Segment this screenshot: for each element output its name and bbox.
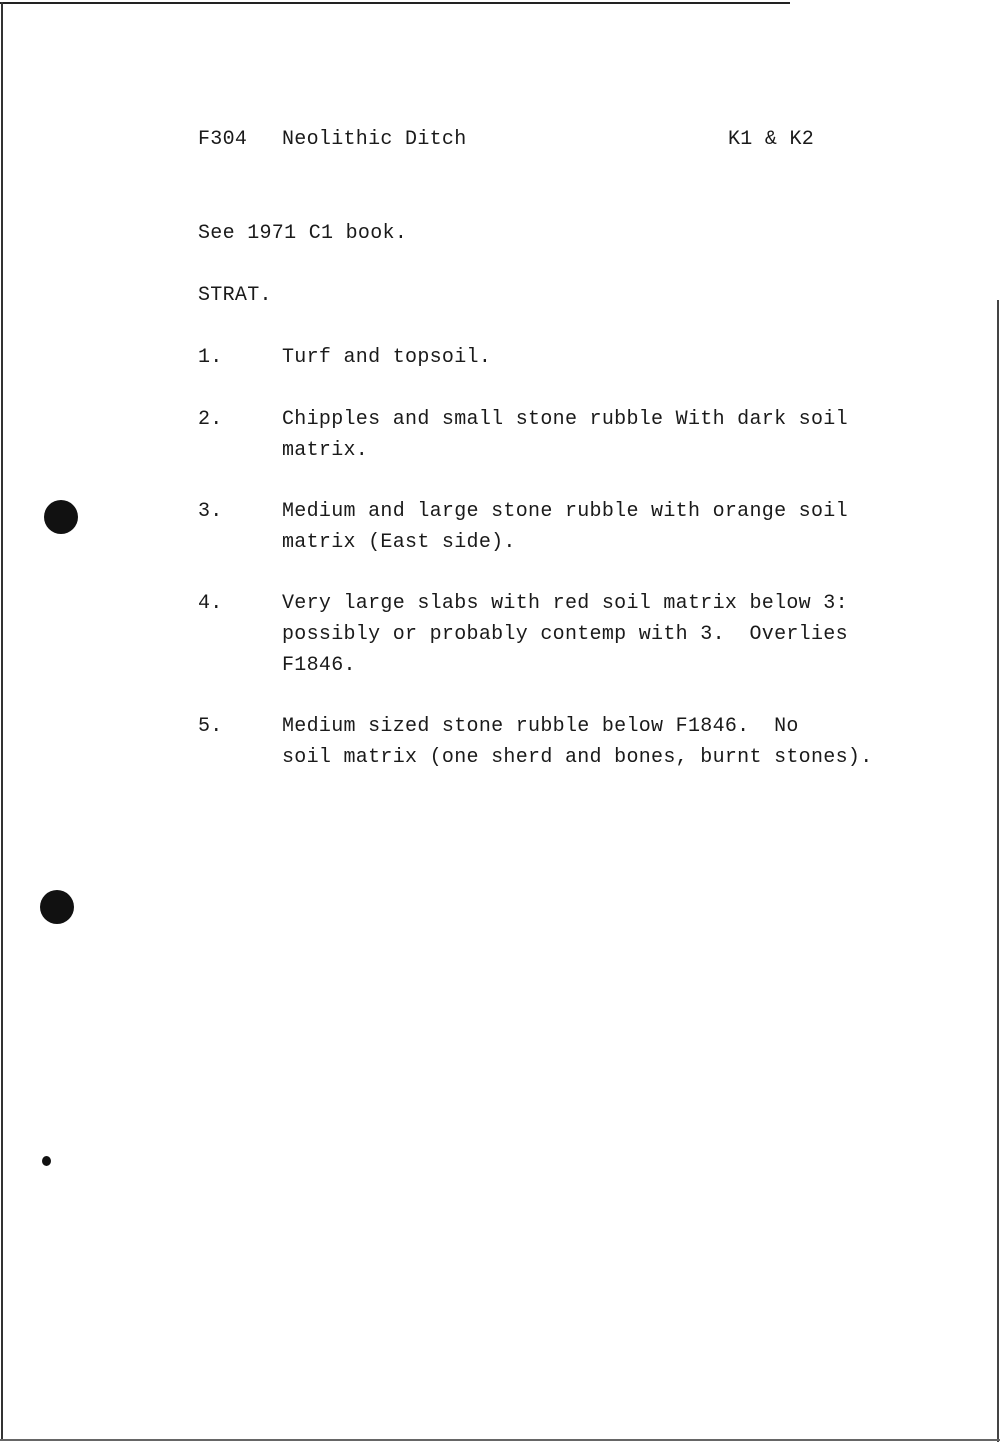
paper-edge-left bbox=[1, 2, 3, 1440]
paper-edge-top bbox=[0, 2, 790, 4]
layer-description-line: Medium sized stone rubble below F1846. No bbox=[282, 715, 799, 738]
layer-description-line: matrix (East side). bbox=[282, 531, 516, 554]
layer-number: 5. bbox=[198, 715, 223, 738]
layer-number: 2. bbox=[198, 408, 223, 431]
feature-ref: F304 bbox=[198, 128, 248, 151]
paper-edge-bottom bbox=[0, 1439, 1000, 1441]
punch-hole bbox=[40, 890, 74, 924]
grid-ref: K1 & K2 bbox=[728, 128, 815, 151]
layer-number: 4. bbox=[198, 592, 223, 615]
layer-number: 3. bbox=[198, 500, 223, 523]
punch-hole-mark bbox=[42, 1156, 51, 1166]
strat-heading: STRAT. bbox=[198, 284, 272, 307]
layer-description-line: Medium and large stone rubble with orange soil bbox=[282, 500, 848, 523]
layer-description-line: matrix. bbox=[282, 439, 369, 462]
layer-description-line: F1846. bbox=[282, 654, 356, 677]
layer-description-line: Very large slabs with red soil matrix below 3: bbox=[282, 592, 848, 615]
layer-description-line: soil matrix (one sherd and bones, burnt stones). bbox=[282, 746, 873, 769]
layer-description-line: Chipples and small stone rubble With dark soil bbox=[282, 408, 848, 431]
layer-description-line: possibly or probably contemp with 3. Overlies bbox=[282, 623, 848, 646]
layer-description-line: Turf and topsoil. bbox=[282, 346, 492, 369]
paper-edge-right bbox=[997, 300, 999, 1442]
feature-title: Neolithic Ditch bbox=[282, 128, 467, 151]
reference-note: See 1971 C1 book. bbox=[198, 222, 408, 245]
layer-number: 1. bbox=[198, 346, 223, 369]
punch-hole bbox=[44, 500, 78, 534]
